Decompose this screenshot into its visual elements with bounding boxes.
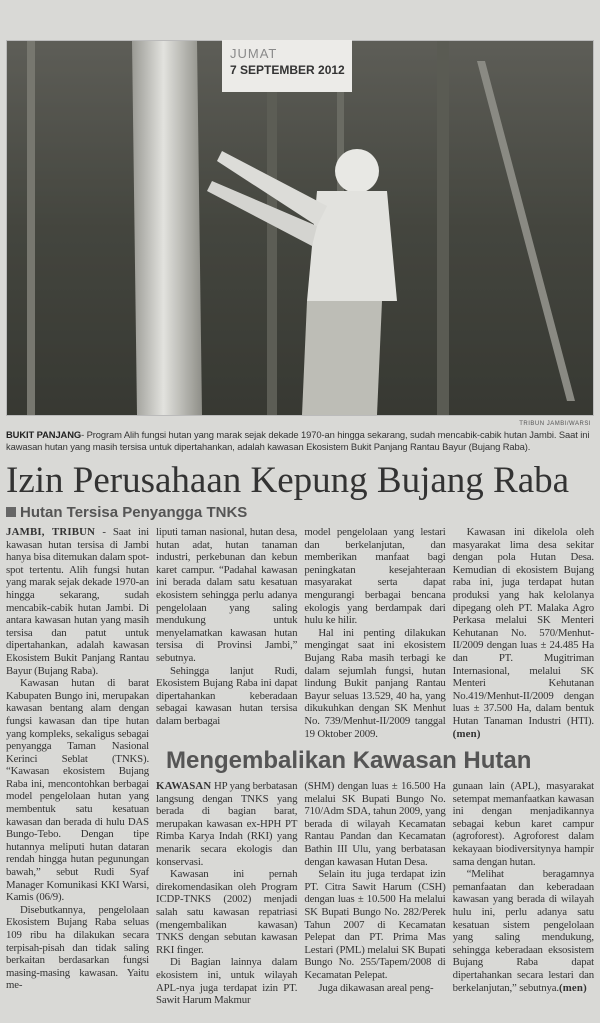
news-photo: [6, 40, 594, 416]
article2-column-3: [453, 780, 594, 1007]
paragraph: Di Bagian lainnya dalam ekosistem ini, untuk wilayah APL-nya juga terdapat izin PT. Sawit Harum Makmur: [156, 956, 298, 1007]
paragraph: model pengelolaan yang lestari dan berkelanjutan, dan memberikan manfaat bagi peningkatan kesejahteraan masyarakat serta dapat mengurangi berbagai bencana ekologis yang berdampak dari hulu ke hilir.: [304, 526, 446, 627]
paragraph: gunaan lain (APL), masyarakat setempat memanfaatkan kawasan ini dengan menjadikannya sebagai kebun karet campur (agroforest). Agroforest dalam kekayaan biodiversitynya hampir sama dengan hutan.: [452, 780, 594, 868]
dateline: JAMBI, TRIBUN: [6, 526, 96, 538]
headline: Izin Perusahaan Kepung Bujang Raba: [6, 460, 570, 501]
lead-word: KAWASAN: [156, 780, 212, 793]
article2-columns: [156, 780, 594, 1007]
article2-column-1: [156, 780, 297, 1007]
paragraph: “Melihat beragamnya pemanfaatan dan keberadaan kawasan yang berada di wilayah hulu ini, perlu adanya satu kesatuan sistem pengelolaan yang saling mendukung, sehingga keberadaan eksosistem Bujang Raba dapat dipertahankan secara lestari dan berkelanjutan,” sebutnya.: [452, 868, 594, 994]
article1-column-2: [156, 526, 297, 740]
date-box: [222, 40, 352, 92]
paragraph: Kawasan ini dikelola oleh masyarakat lima desa sekitar dengan pola Hutan Desa. Kemudian di ekosistem Bujang raba ini, juga terdapat hutan produksi yang hak kelolanya dipegang oleh PT. Malaka Agro Perkasa melalui SK Menteri Kehutanan No. 570/Menhut-II/2009 dengan luas ± 24.485 Ha dan PT. Mugitriman Internasional, melalui SK Menteri Kehutanan No.419/Menhut-II/2009 dengan luas ± 37.500 Ha, dalam bentuk Hutan Tanaman Industri (HTI).: [452, 526, 594, 727]
paragraph: - Saat ini kawasan hutan tersisa di Jambi hanya bisa ditemukan dalam spot-spot tertentu. Alih fungsi hutan yang marak sejak dekade 1970-an hingga sekarang, sudah mencabik-cabik hutan Jambi. Di antara kawasan hutan yang masih tersisa dan patut untuk dipertahankan, adalah kawasan Ekosistem Bukit Panjang Rantau Bayur (Bujang Raba).: [6, 526, 149, 677]
article-body: [6, 526, 594, 1007]
paragraph: (SHM) dengan luas ± 16.500 Ha melalui SK Bupati Bungo No. 710/Adm SDA, tahun 2009, yang berada di wilayah Kecamatan Rantau Pandan dan Kecamatan Bathin III Ulu, yang berbatasan dengan kawasan Hutan Desa.: [304, 780, 446, 868]
paragraph: Selain itu juga terdapat izin PT. Citra Sawit Harum (CSH) dengan luas ± 10.500 Ha melalui SK Bupati Bungo No. 282/Perek Tahun 2007 di Kecamatan Pelepat dan PT. Prima Mas Lestari (PML) melalui SK Bupati Bungo No. 255/Tapem/2008 di Kecamatan Pelepat.: [304, 868, 446, 981]
paragraph: Sehingga lanjut Rudi, Ekosistem Bujang Raba ini dapat dipertahankan keberadaan sebagai kawasan hutan tersisa dalam berbagai: [156, 664, 298, 727]
caption-lead: BUKIT PANJANG: [6, 429, 82, 440]
subheadline-text: Hutan Tersisa Penyangga TNKS: [20, 504, 248, 521]
paragraph: Kawasan ini pernah direkomendasikan oleh Program ICDP-TNKS (2002) menjadi salah satu kawasan repatriasi (mengembalikan kawasan) TNKS dengan sebutan kawasan RKI finger.: [156, 868, 298, 956]
paragraph: HP yang berbatasan langsung dengan TNKS yang berada di bagian barat, merupakan kawasan ex-HPH PT Rimba Karya Indah (RKI) yang menarik secara ekologis dan konservasi.: [156, 780, 298, 868]
photo-credit: TRIBUN JAMBI/WARSI: [519, 421, 591, 427]
signoff: (men): [452, 727, 481, 740]
paragraph: Disebutkannya, pengelolaan Ekosistem Bujang Raba seluas 109 ribu ha dilakukan secara terpisah-pisah dan tidak saling berkaitan berdasarkan fungsi masing-masing kawasan. Yaitu me-: [6, 903, 149, 992]
right-area: [156, 526, 594, 1007]
article1-columns: [156, 526, 594, 740]
date-day: JUMAT: [230, 46, 278, 61]
square-bullet-icon: [6, 507, 16, 517]
subheadline: [6, 503, 595, 523]
paragraph: Kawasan hutan di barat Kabupaten Bungo ini, merupakan kawasan bentang alam dengan fungsi kawasan dan tipe hutan yang kompleks, sekaligus sebagai penyangga Taman Nasional Kerinci Seblat (TNKS). “Kawasan ekosistem Bujang Raba ini, mencontohkan berbagai model pengelolaan hutan yang membentuk satu kesatuan kawasan dan berada di hulu DAS Bungo-Tebo. Dengan tipe hutannya meliputi hutan dataran rendah hingga hutan pegunungan bawah,” sebut Rudi Syaf Manager Komunikasi KKI Warsi, Kamis (06/9).: [6, 677, 149, 904]
photo-caption: [6, 429, 594, 453]
paragraph: Hal ini penting dilakukan mengingat saat ini ekosistem Bujang Raba masih terbagi ke dalam sejumlah fungsi, hutan lindung Bukit panjang Rantau Bayur seluas 13.529, 40 ha, yang dikukuhkan dengan SK Menhut No. 739/Menhut-II/2009 tanggal 19 Oktober 2009.: [304, 626, 446, 740]
date-full: 7 SEPTEMBER 2012: [230, 63, 345, 77]
article1-column-4: [453, 526, 594, 740]
article1-column-1: [6, 526, 149, 1007]
paragraph: Juga dikawasan areal peng-: [318, 981, 434, 994]
signoff: (men): [558, 981, 587, 994]
paragraph: liputi taman nasional, hutan desa, hutan adat, hutan tanaman industri, perkebunan dan kebun karet campur. “Padahal kawasan ini berada dalam satu kesatuan ekosistem sehingga perlu adanya pengelolaan yang saling mendukung untuk menyelamatkan kawasan hutan tersisa di Provinsi Jambi,” sebutnya.: [156, 526, 298, 664]
caption-text: - Program Alih fungsi hutan yang marak sejak dekade 1970-an hingga sekarang, sudah mencabik-cabik hutan Jambi. Saat ini kawasan hutan yang masih tersisa untuk dipertahankan, adalah kawasan Ekosistem Bukit Panjang Rantau Bayur (Bujang Raba).: [6, 429, 590, 452]
article1-column-3: [304, 526, 445, 740]
article2-column-2: [304, 780, 445, 1007]
headline-2: Mengembalikan Kawasan Hutan: [166, 747, 532, 775]
